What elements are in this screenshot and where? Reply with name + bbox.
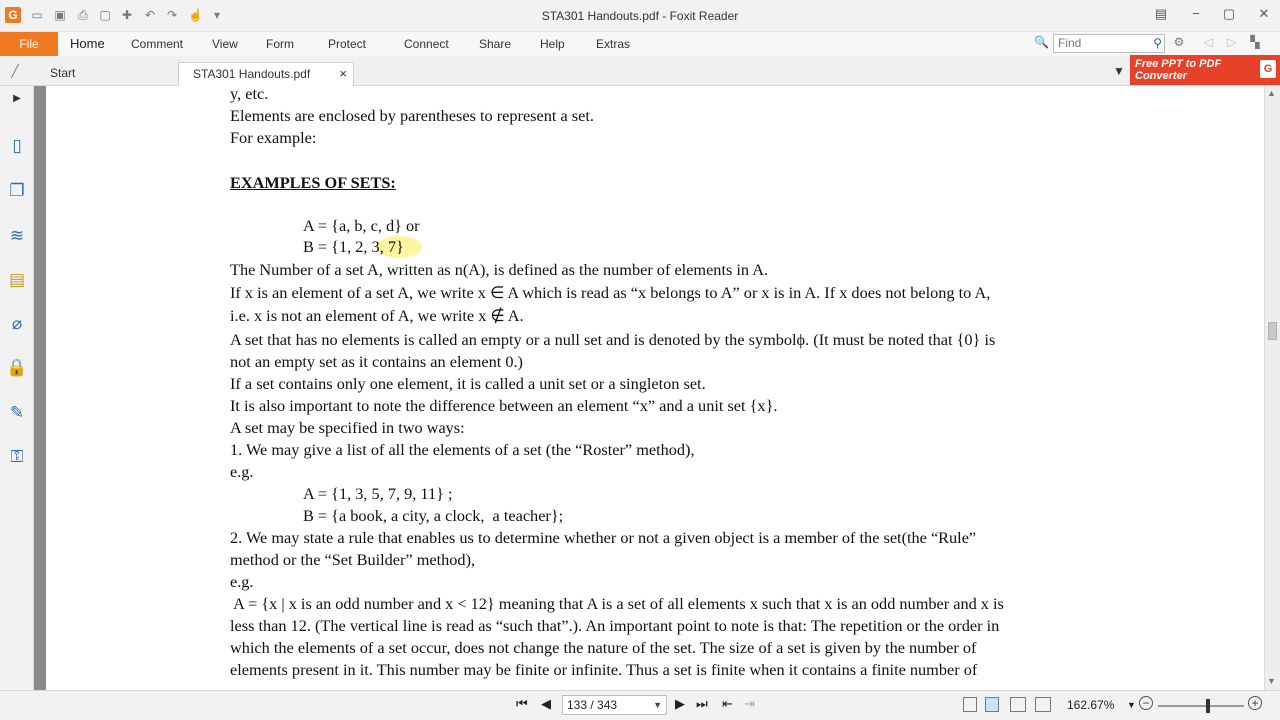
text-line: e.g.: [230, 572, 254, 591]
tab-comment[interactable]: Comment: [131, 37, 184, 51]
next-view-icon[interactable]: ⇥: [744, 696, 755, 711]
scroll-up-icon[interactable]: ▲: [1267, 88, 1276, 98]
tab-start[interactable]: [36, 62, 176, 86]
find-placeholder: Find: [1058, 36, 1082, 50]
print-icon[interactable]: ⎙: [78, 8, 88, 22]
text-line: If a set contains only one element, it is called a unit set or a singleton set.: [230, 374, 706, 393]
customize-arrow-icon[interactable]: ▾: [213, 8, 221, 22]
scroll-down-icon[interactable]: ▼: [1267, 676, 1276, 686]
tab-help[interactable]: Help: [540, 37, 565, 51]
text-line: A = {1, 3, 5, 7, 9, 11} ;: [303, 484, 453, 503]
promo-line-1: Free PPT to PDF: [1135, 58, 1222, 70]
text-line: It is also important to note the difference between an element “x” and a unit set {x}.: [230, 396, 778, 415]
ribbon-toggle-icon[interactable]: ▤: [1154, 6, 1168, 21]
text-line: not an empty set as it contains an element 0.): [230, 352, 523, 371]
foxit-logo-icon[interactable]: G: [5, 7, 21, 23]
text-line: which the elements of a set occur, does not change the nature of the set. The size of a set is given by the number of: [230, 638, 977, 657]
text-line: If x is an element of a set A, we write x ∈ A which is read as “x belongs to A” or x is in A. If x does not belong to A,: [230, 283, 991, 302]
promo-line-2: Converter: [1135, 70, 1187, 82]
tab-document[interactable]: [178, 62, 354, 86]
scroll-thumb[interactable]: [1268, 322, 1277, 340]
expand-panel-icon[interactable]: ▶: [13, 93, 21, 104]
tab-start-label: Start: [50, 66, 76, 80]
tab-file[interactable]: File: [0, 32, 58, 56]
tab-close-icon[interactable]: ×: [339, 66, 347, 81]
text-line: less than 12. (The vertical line is read as “such that”.). An important point to note is that: The repetition or the order in: [230, 616, 1000, 635]
next-page-icon[interactable]: ▶: [675, 696, 685, 711]
bookmarks-icon[interactable]: ▯: [12, 136, 22, 155]
comments-icon[interactable]: ▤: [8, 270, 26, 289]
single-page-icon[interactable]: [963, 697, 977, 712]
text-line: method or the “Set Builder” method),: [230, 550, 476, 569]
back-arrow-icon[interactable]: ◁: [1203, 35, 1213, 49]
pages-icon[interactable]: ❐: [9, 181, 25, 200]
zoom-slider[interactable]: [1158, 705, 1244, 707]
navigation-sidebar: [0, 86, 34, 690]
minimize-icon[interactable]: −: [1192, 6, 1200, 21]
zoom-level[interactable]: 162.67%: [1067, 698, 1115, 712]
text-line: The Number of a set A, written as n(A), is defined as the number of elements in A.: [230, 260, 769, 279]
digital-signature-icon[interactable]: ⚿: [10, 447, 24, 466]
tab-connect[interactable]: Connect: [404, 37, 449, 51]
text-line: A = {a, b, c, d} or: [303, 216, 420, 235]
maximize-icon[interactable]: ▢: [1222, 6, 1236, 21]
settings-gear-icon[interactable]: ⚙: [1173, 35, 1185, 49]
search-icon[interactable]: ⚲: [1153, 36, 1162, 50]
text-line: For example:: [230, 128, 317, 147]
status-bar: [0, 690, 1280, 720]
zoom-dropdown-icon[interactable]: ▼: [1127, 700, 1136, 710]
document-tab-bar: [0, 56, 1280, 86]
promo-banner[interactable]: [1130, 55, 1280, 85]
text-line: 2. We may state a rule that enables us to determine whether or not a given object is a member of the set(the “Rule”: [230, 528, 977, 547]
page-number-value: 133 / 343: [567, 698, 618, 712]
text-line: A = {x | x is an odd number and x < 12} meaning that A is a set of all elements x such that x is an odd number and x is: [230, 594, 1004, 613]
section-heading: EXAMPLES OF SETS:: [230, 173, 396, 192]
page-dropdown-icon[interactable]: ▼: [653, 700, 662, 710]
text-line: A set that has no elements is called an empty or a null set and is denoted by the symbolϕ. (It must be noted that {0} is: [230, 330, 996, 349]
tab-view[interactable]: View: [212, 37, 238, 51]
text-line: elements present in it. This number may be finite or infinite. Thus a set is finite when it contains a finite number of: [230, 660, 978, 679]
create-icon[interactable]: ✚: [121, 8, 133, 22]
promo-logo-icon: G: [1260, 60, 1276, 78]
account-icon[interactable]: ▚: [1250, 35, 1260, 49]
zoom-slider-thumb[interactable]: [1206, 699, 1210, 713]
vertical-scrollbar[interactable]: [1264, 86, 1280, 690]
page-gutter: [34, 86, 46, 690]
pdf-page: [46, 86, 1264, 690]
zoom-out-icon[interactable]: −: [1139, 696, 1153, 710]
page-number-field[interactable]: [562, 695, 667, 715]
hand-tool-icon[interactable]: ☝: [188, 8, 203, 22]
close-icon[interactable]: ✕: [1258, 6, 1270, 21]
tab-share[interactable]: Share: [479, 37, 512, 51]
open-icon[interactable]: ▭: [31, 8, 43, 22]
continuous-page-icon[interactable]: [985, 697, 999, 712]
security-lock-icon[interactable]: 🔒: [6, 358, 28, 377]
text-line: e.g.: [230, 462, 254, 481]
text-line: B = {1, 2, 3, 7}: [303, 237, 404, 256]
tab-protect[interactable]: Protect: [328, 37, 367, 51]
find-input[interactable]: [1053, 34, 1165, 53]
signature-icon[interactable]: ✎: [9, 403, 25, 422]
forward-arrow-icon[interactable]: ▷: [1227, 35, 1237, 49]
redo-icon[interactable]: ↷: [166, 8, 178, 22]
screenshot-icon[interactable]: ▢: [99, 8, 111, 22]
first-page-icon[interactable]: ⏮: [516, 696, 528, 711]
save-icon[interactable]: ▣: [54, 8, 66, 22]
tab-home[interactable]: Home: [70, 36, 105, 51]
continuous-facing-icon[interactable]: [1035, 697, 1051, 712]
text-line: A set may be specified in two ways:: [230, 418, 465, 437]
window-title: STA301 Handouts.pdf - Foxit Reader: [541, 9, 739, 23]
folder-search-icon[interactable]: 🔍: [1034, 35, 1049, 49]
previous-view-icon[interactable]: ⇤: [722, 696, 733, 711]
pin-icon: ╱: [11, 64, 19, 78]
facing-pages-icon[interactable]: [1010, 697, 1026, 712]
zoom-in-icon[interactable]: +: [1248, 696, 1262, 710]
tab-form[interactable]: Form: [266, 37, 294, 51]
text-line: i.e. x is not an element of A, we write x ∉ A.: [230, 306, 524, 325]
tab-document-label: STA301 Handouts.pdf: [193, 67, 311, 81]
ribbon-tabs: [0, 32, 1280, 56]
attachments-icon[interactable]: ⌀: [11, 314, 23, 333]
last-page-icon[interactable]: ⏭: [696, 696, 708, 711]
text-line: Elements are enclosed by parentheses to represent a set.: [230, 106, 594, 125]
text-line: B = {a book, a city, a clock, a teacher};: [303, 506, 564, 525]
undo-icon[interactable]: ↶: [144, 8, 156, 22]
title-bar: [0, 0, 1280, 32]
text-line: 1. We may give a list of all the elements of a set (the “Roster” method),: [230, 440, 695, 459]
tab-extras[interactable]: Extras: [596, 37, 631, 51]
previous-page-icon[interactable]: ◀: [541, 696, 551, 711]
layers-icon[interactable]: ≋: [9, 226, 25, 245]
text-line: y, etc.: [230, 86, 269, 103]
tab-list-dropdown-icon[interactable]: ▼: [1113, 64, 1125, 78]
